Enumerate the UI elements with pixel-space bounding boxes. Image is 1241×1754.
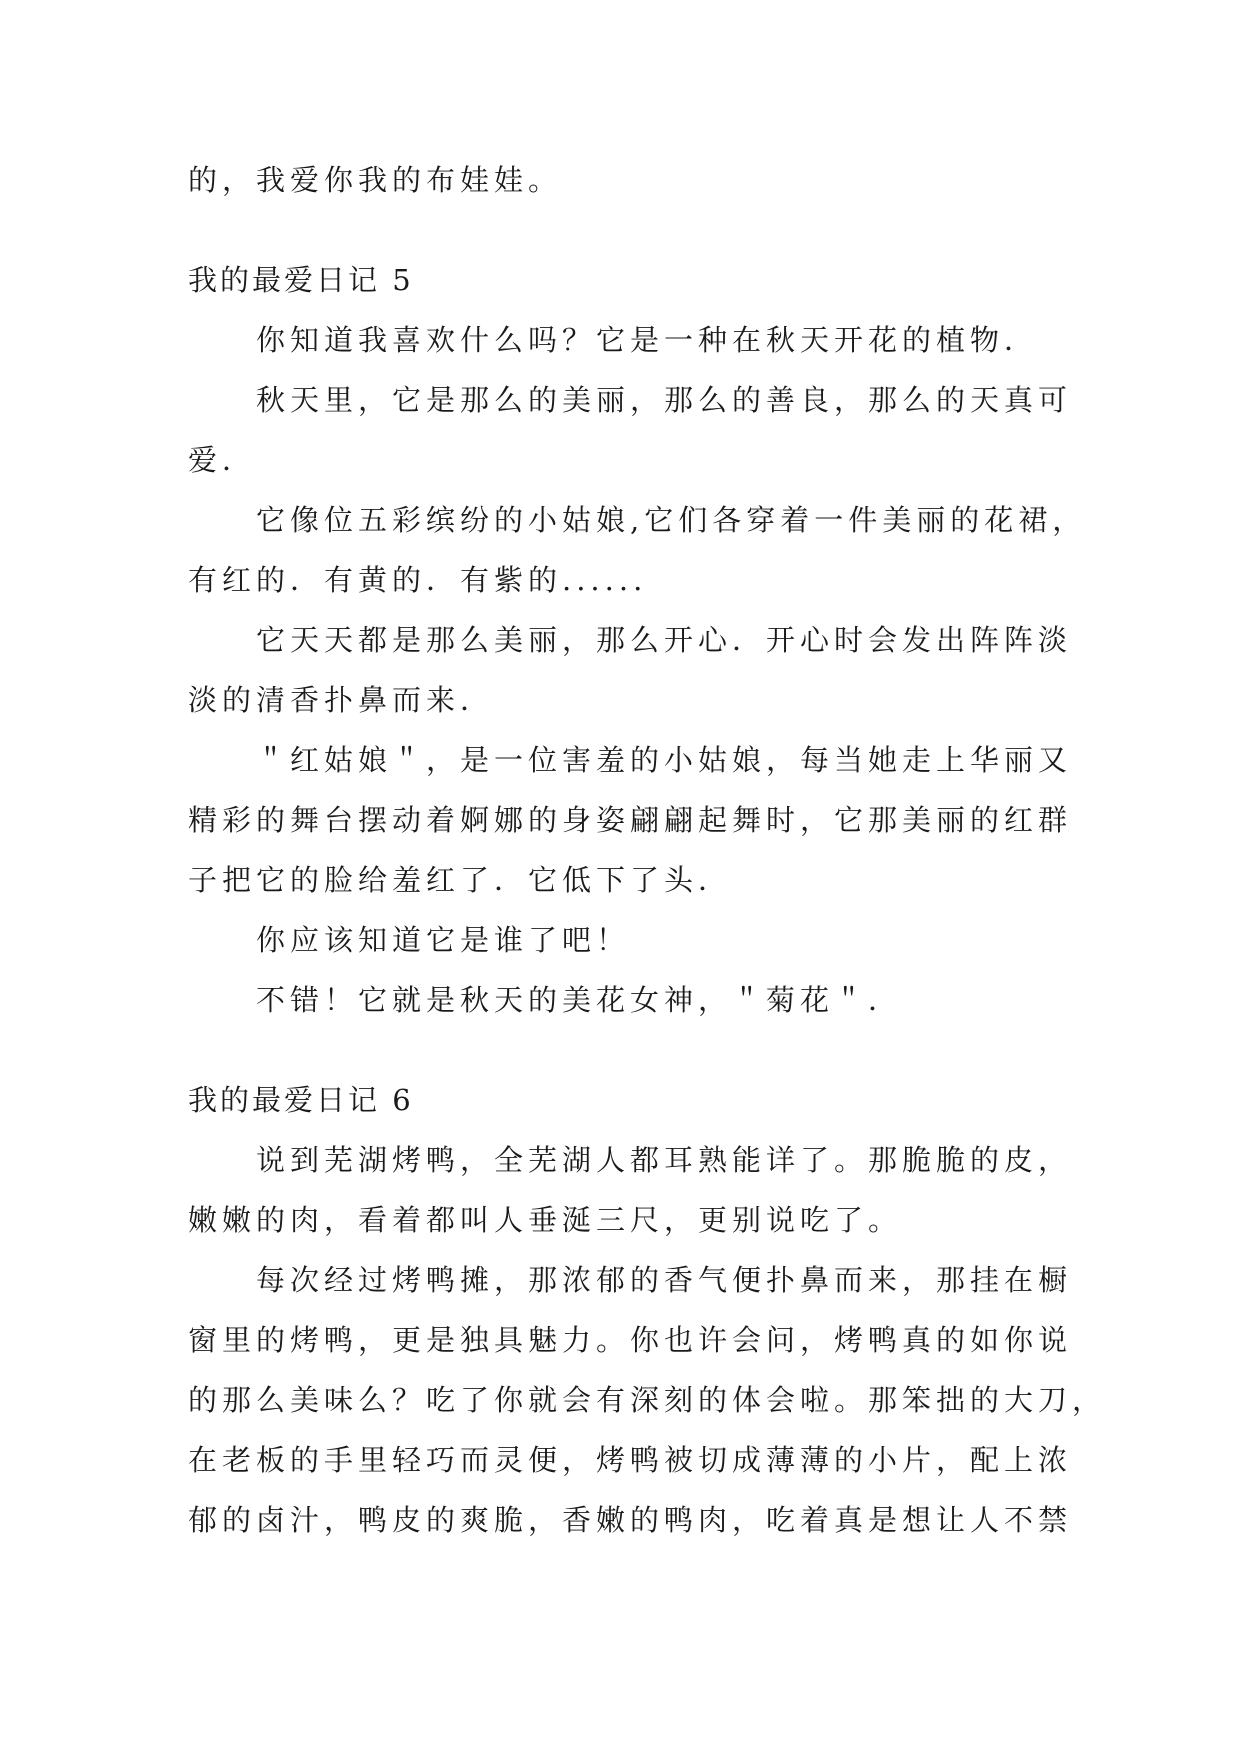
paragraph-first-line: 每次经过烤鸭摊，那浓郁的香气便扑鼻而来，那挂在橱	[256, 1263, 1073, 1297]
paragraph-first-line: 秋天里，它是那么的美丽，那么的善良，那么的天真可	[256, 383, 1073, 417]
paragraph-first-line: 说到芜湖烤鸭，全芜湖人都耳熟能详了。那脆脆的皮，	[256, 1143, 1073, 1177]
paragraph-line: 有红的．有黄的．有紫的......	[188, 563, 648, 597]
paragraph-line: 精彩的舞台摆动着婀娜的身姿翩翩起舞时，它那美丽的红群	[188, 803, 1073, 837]
paragraph-line: 子把它的脸给羞红了．它低下了头．	[188, 863, 733, 897]
paragraph-first-line: 它天天都是那么美丽，那么开心．开心时会发出阵阵淡	[256, 623, 1073, 657]
body-text-line: 的，我爱你我的布娃娃。	[188, 163, 563, 197]
paragraph-first-line: 你应该知道它是谁了吧！	[256, 923, 631, 957]
paragraph-line: 的那么美味么？吃了你就会有深刻的体会啦。那笨拙的大刀，	[188, 1383, 1107, 1417]
paragraph-line: 淡的清香扑鼻而来．	[188, 683, 495, 717]
paragraph-first-line: 不错！它就是秋天的美花女神，＂菊花＂．	[256, 983, 903, 1017]
paragraph-line: 在老板的手里轻巧而灵便，烤鸭被切成薄薄的小片，配上浓	[188, 1443, 1073, 1477]
paragraph-first-line: ＂红姑娘＂，是一位害羞的小姑娘，每当她走上华丽又	[256, 743, 1073, 777]
paragraph-line: 郁的卤汁，鸭皮的爽脆，香嫩的鸭肉，吃着真是想让人不禁	[188, 1503, 1073, 1537]
paragraph-first-line: 你知道我喜欢什么吗？它是一种在秋天开花的植物．	[256, 323, 1039, 357]
section-gap	[188, 1030, 1058, 1070]
document-page	[188, 150, 1107, 1550]
paragraph-line: 窗里的烤鸭，更是独具魅力。你也许会问，烤鸭真的如你说	[188, 1323, 1073, 1357]
section-gap	[188, 210, 1058, 250]
paragraph-first-line: 它像位五彩缤纷的小姑娘,它们各穿着一件美丽的花裙，	[256, 503, 1087, 537]
paragraph-line: 嫩嫩的肉，看着都叫人垂涎三尺，更别说吃了。	[188, 1203, 903, 1237]
section-title: 我的最爱日记 5	[188, 263, 414, 297]
paragraph-line: 爱．	[188, 443, 257, 477]
section-title: 我的最爱日记 6	[188, 1083, 414, 1117]
